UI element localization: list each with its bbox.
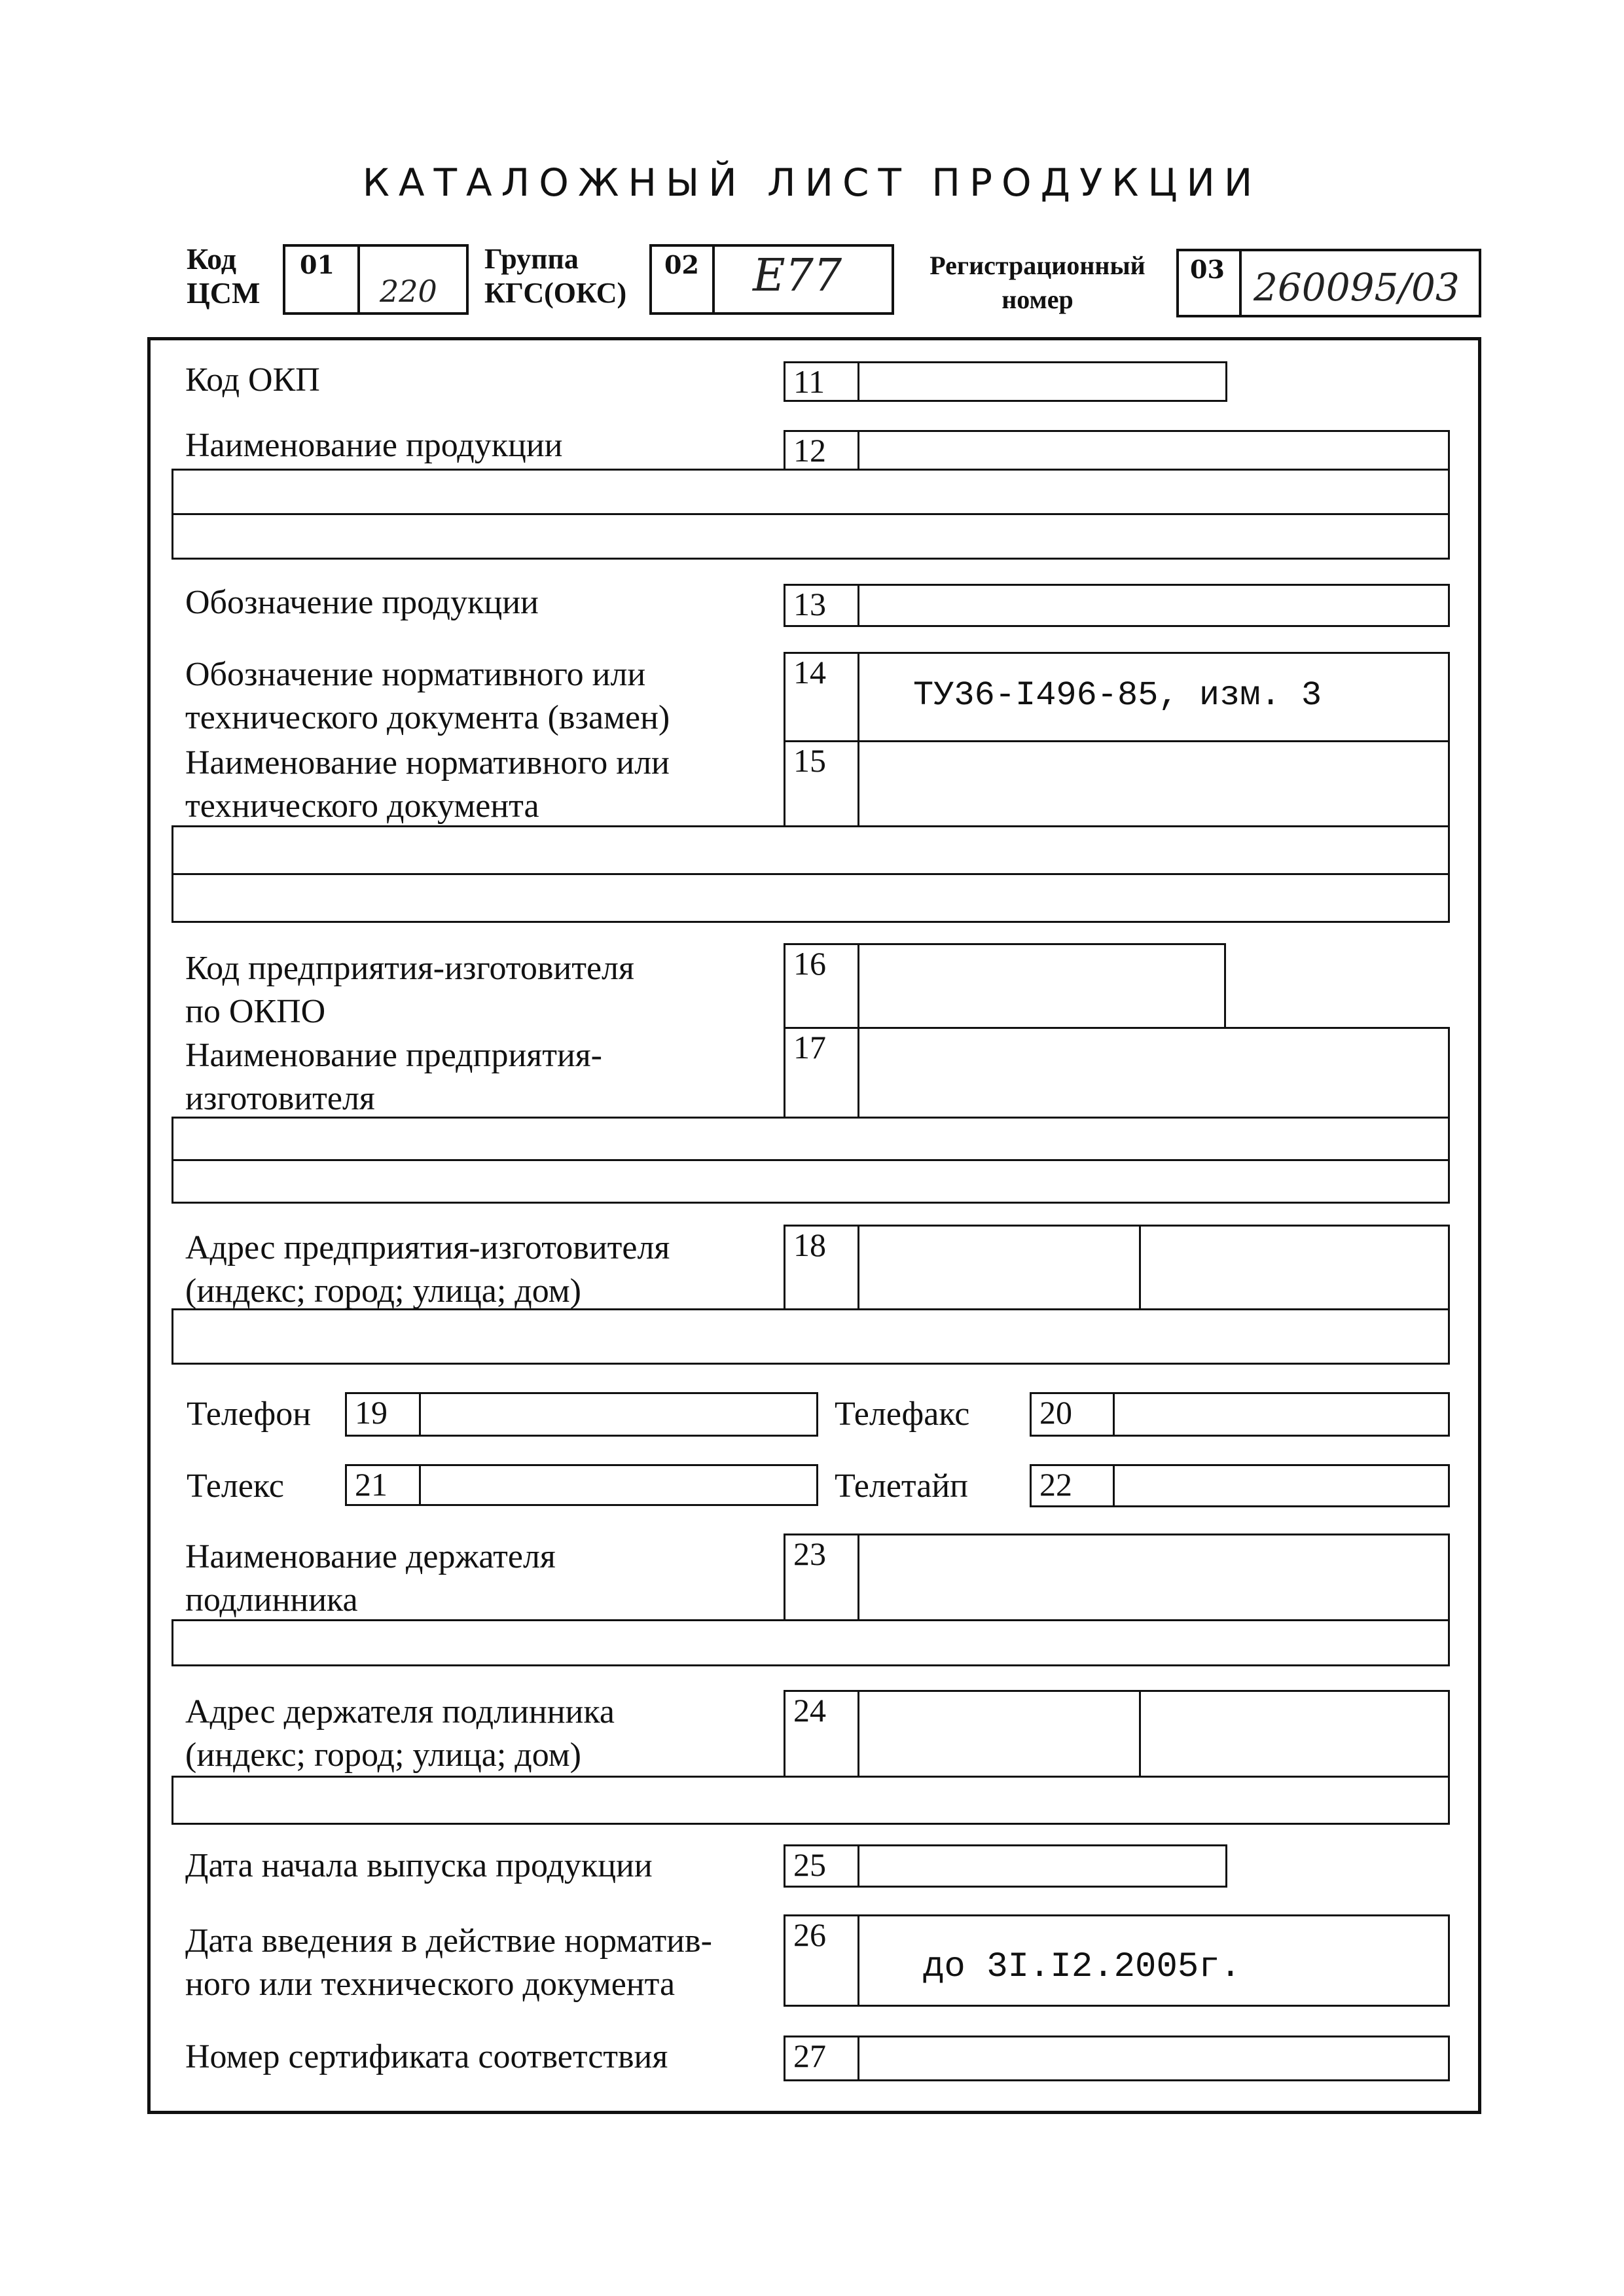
group-num: 02 [664, 250, 699, 279]
field-24-input-b[interactable] [1139, 1690, 1450, 1778]
field-15-label: Наименование нормативного или технического документа [185, 744, 670, 825]
group-label: Группа КГС(ОКС) [484, 243, 627, 309]
field-19-label: Телефон [187, 1395, 312, 1433]
field-27-input[interactable] [857, 2036, 1450, 2081]
field-11-label: Код ОКП [185, 361, 320, 399]
field-24-line-1[interactable] [171, 1776, 1450, 1825]
field-16-label: Код предприятия-изготовителя по ОКПО [185, 950, 634, 1030]
field-14-value: ТУ36-I496-85, изм. 3 [913, 676, 1322, 715]
group-value: Е77 [753, 250, 842, 302]
reg-num: 03 [1190, 255, 1225, 284]
field-23-line-1[interactable] [171, 1619, 1450, 1666]
field-15-line-1[interactable] [171, 825, 1450, 875]
field-21-label: Телекс [187, 1467, 284, 1505]
field-12-label: Наименование продукции [185, 427, 563, 464]
field-12-line-2[interactable] [171, 513, 1450, 560]
field-20-number: 20 [1030, 1392, 1115, 1437]
field-12-input[interactable] [857, 430, 1450, 471]
field-23-input[interactable] [857, 1534, 1450, 1621]
field-17-label: Наименование предприятия- изготовителя [185, 1037, 602, 1117]
code-csm-label: Код ЦСМ [187, 242, 261, 310]
reg-label: Регистрационный номер [929, 251, 1146, 314]
field-22-input[interactable] [1113, 1464, 1450, 1507]
field-19-input[interactable] [419, 1392, 818, 1437]
field-20-label: Телефакс [835, 1395, 970, 1433]
field-18-number: 18 [784, 1225, 859, 1310]
field-12-line-1[interactable] [171, 469, 1450, 515]
field-26-label: Дата введения в действие норматив- ного или технического документа [185, 1922, 712, 2003]
field-11-number: 11 [784, 361, 859, 402]
field-13-input[interactable] [857, 584, 1450, 627]
field-15-number: 15 [784, 740, 859, 827]
field-22-label: Телетайп [835, 1467, 968, 1505]
code-csm-value: 220 [380, 274, 437, 309]
field-12-number: 12 [784, 430, 859, 471]
field-26-value: до 3I.I2.2005г. [923, 1947, 1242, 1987]
field-23-number: 23 [784, 1534, 859, 1621]
field-26-number: 26 [784, 1914, 859, 2007]
page-title: КАТАЛОЖНЫЙ ЛИСТ ПРОДУКЦИИ [362, 160, 1262, 205]
field-13-number: 13 [784, 584, 859, 627]
field-25-input[interactable] [857, 1844, 1227, 1888]
field-24-input-a[interactable] [857, 1690, 1141, 1778]
field-20-input[interactable] [1113, 1392, 1450, 1437]
field-17-input[interactable] [857, 1027, 1450, 1119]
field-25-label: Дата начала выпуска продукции [185, 1847, 653, 1884]
reg-value: 260095/03 [1254, 265, 1460, 310]
field-14-number: 14 [784, 652, 859, 742]
field-16-number: 16 [784, 943, 859, 1029]
field-27-number: 27 [784, 2036, 859, 2081]
field-17-line-2[interactable] [171, 1159, 1450, 1204]
field-25-number: 25 [784, 1844, 859, 1888]
field-24-label: Адрес держателя подлинника (индекс; город; улица; дом) [185, 1693, 615, 1774]
field-17-line-1[interactable] [171, 1117, 1450, 1161]
field-15-input[interactable] [857, 740, 1450, 827]
field-21-input[interactable] [419, 1464, 818, 1506]
field-27-label: Номер сертификата соответствия [185, 2038, 668, 2075]
field-18-input-a[interactable] [857, 1225, 1141, 1310]
field-15-line-2[interactable] [171, 873, 1450, 923]
field-18-label: Адрес предприятия-изготовителя (индекс; город; улица; дом) [185, 1229, 670, 1310]
code-csm-num: 01 [300, 250, 334, 279]
field-23-label: Наименование держателя подлинника [185, 1538, 556, 1619]
field-13-label: Обозначение продукции [185, 584, 539, 621]
field-11-input[interactable] [857, 361, 1227, 402]
field-18-input-b[interactable] [1139, 1225, 1450, 1310]
field-16-input[interactable] [857, 943, 1226, 1029]
field-21-number: 21 [345, 1464, 421, 1506]
field-19-number: 19 [345, 1392, 421, 1437]
field-17-number: 17 [784, 1027, 859, 1119]
field-24-number: 24 [784, 1690, 859, 1778]
field-14-label: Обозначение нормативного или технического документа (взамен) [185, 656, 670, 736]
field-22-number: 22 [1030, 1464, 1115, 1507]
field-18-line-1[interactable] [171, 1308, 1450, 1365]
